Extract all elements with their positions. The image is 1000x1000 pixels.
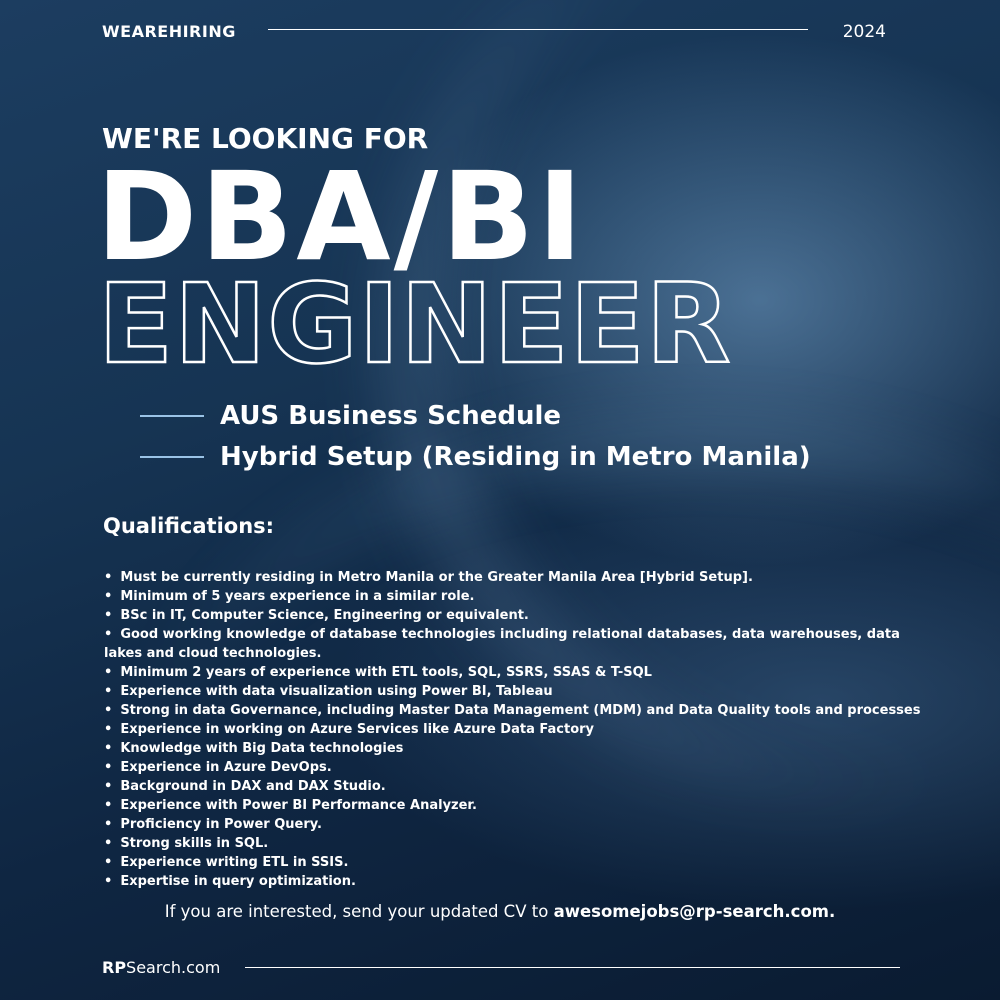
qualification-item: • BSc in IT, Computer Science, Engineering or equivalent. <box>104 606 894 625</box>
job-title-primary: DBA/BI <box>96 146 586 288</box>
contact-email-link[interactable]: awesomejobs@rp-search.com. <box>553 902 836 921</box>
feature-text: Hybrid Setup (Residing in Metro Manila) <box>220 442 811 472</box>
feature-line-icon <box>140 456 204 458</box>
qualification-item: • Experience in Azure DevOps. <box>104 758 894 777</box>
feature-schedule <box>140 396 561 436</box>
qualification-item: • Experience writing ETL in SSIS. <box>104 853 894 872</box>
call-to-action <box>0 902 1000 921</box>
year-label: 2024 <box>842 22 886 42</box>
qualification-item: • Must be currently residing in Metro Manila or the Greater Manila Area [Hybrid Setup]. <box>104 568 894 587</box>
qualification-item: • Background in DAX and DAX Studio. <box>104 777 894 796</box>
qualification-item: • Minimum 2 years of experience with ETL tools, SQL, SSRS, SSAS & T-SQL <box>104 663 894 682</box>
qualification-item: • Experience with Power BI Performance Analyzer. <box>104 796 894 815</box>
qualification-item: • Proficiency in Power Query. <box>104 815 894 834</box>
cta-text: If you are interested, send your updated CV to <box>164 902 554 921</box>
qualification-item: • Strong in data Governance, including Master Data Management (MDM) and Data Quality tools and processes <box>104 701 894 720</box>
footer-brand-rest: Search.com <box>126 958 221 977</box>
qualification-item: • Good working knowledge of database technologies including relational databases, data warehouses, data <box>104 625 894 644</box>
feature-text: AUS Business Schedule <box>220 401 562 431</box>
footer-brand-bold: RP <box>102 958 127 977</box>
job-title-outline: ENGINEER <box>98 260 732 388</box>
eyebrow-heading: WE'RE LOOKING FOR <box>102 122 429 155</box>
top-divider <box>268 29 808 30</box>
qualification-item: • Experience in working on Azure Services like Azure Data Factory <box>104 720 894 739</box>
footer-divider <box>245 967 900 968</box>
qualifications-heading: Qualifications: <box>103 514 275 538</box>
feature-line-icon <box>140 415 204 417</box>
qualification-item: • Expertise in query optimization. <box>104 872 894 891</box>
qualification-item: • Strong skills in SQL. <box>104 834 894 853</box>
qualification-item: • Knowledge with Big Data technologies <box>104 739 894 758</box>
qualifications-list <box>104 568 921 891</box>
footer-brand[interactable] <box>102 958 220 977</box>
qualification-item-continuation: lakes and cloud technologies. <box>104 646 322 661</box>
top-brand-label: WEAREHIRING <box>102 22 236 41</box>
qualification-item: • Experience with data visualization using Power BI, Tableau <box>104 682 894 701</box>
feature-setup <box>140 437 811 477</box>
qualification-item: • Minimum of 5 years experience in a similar role. <box>104 587 894 606</box>
